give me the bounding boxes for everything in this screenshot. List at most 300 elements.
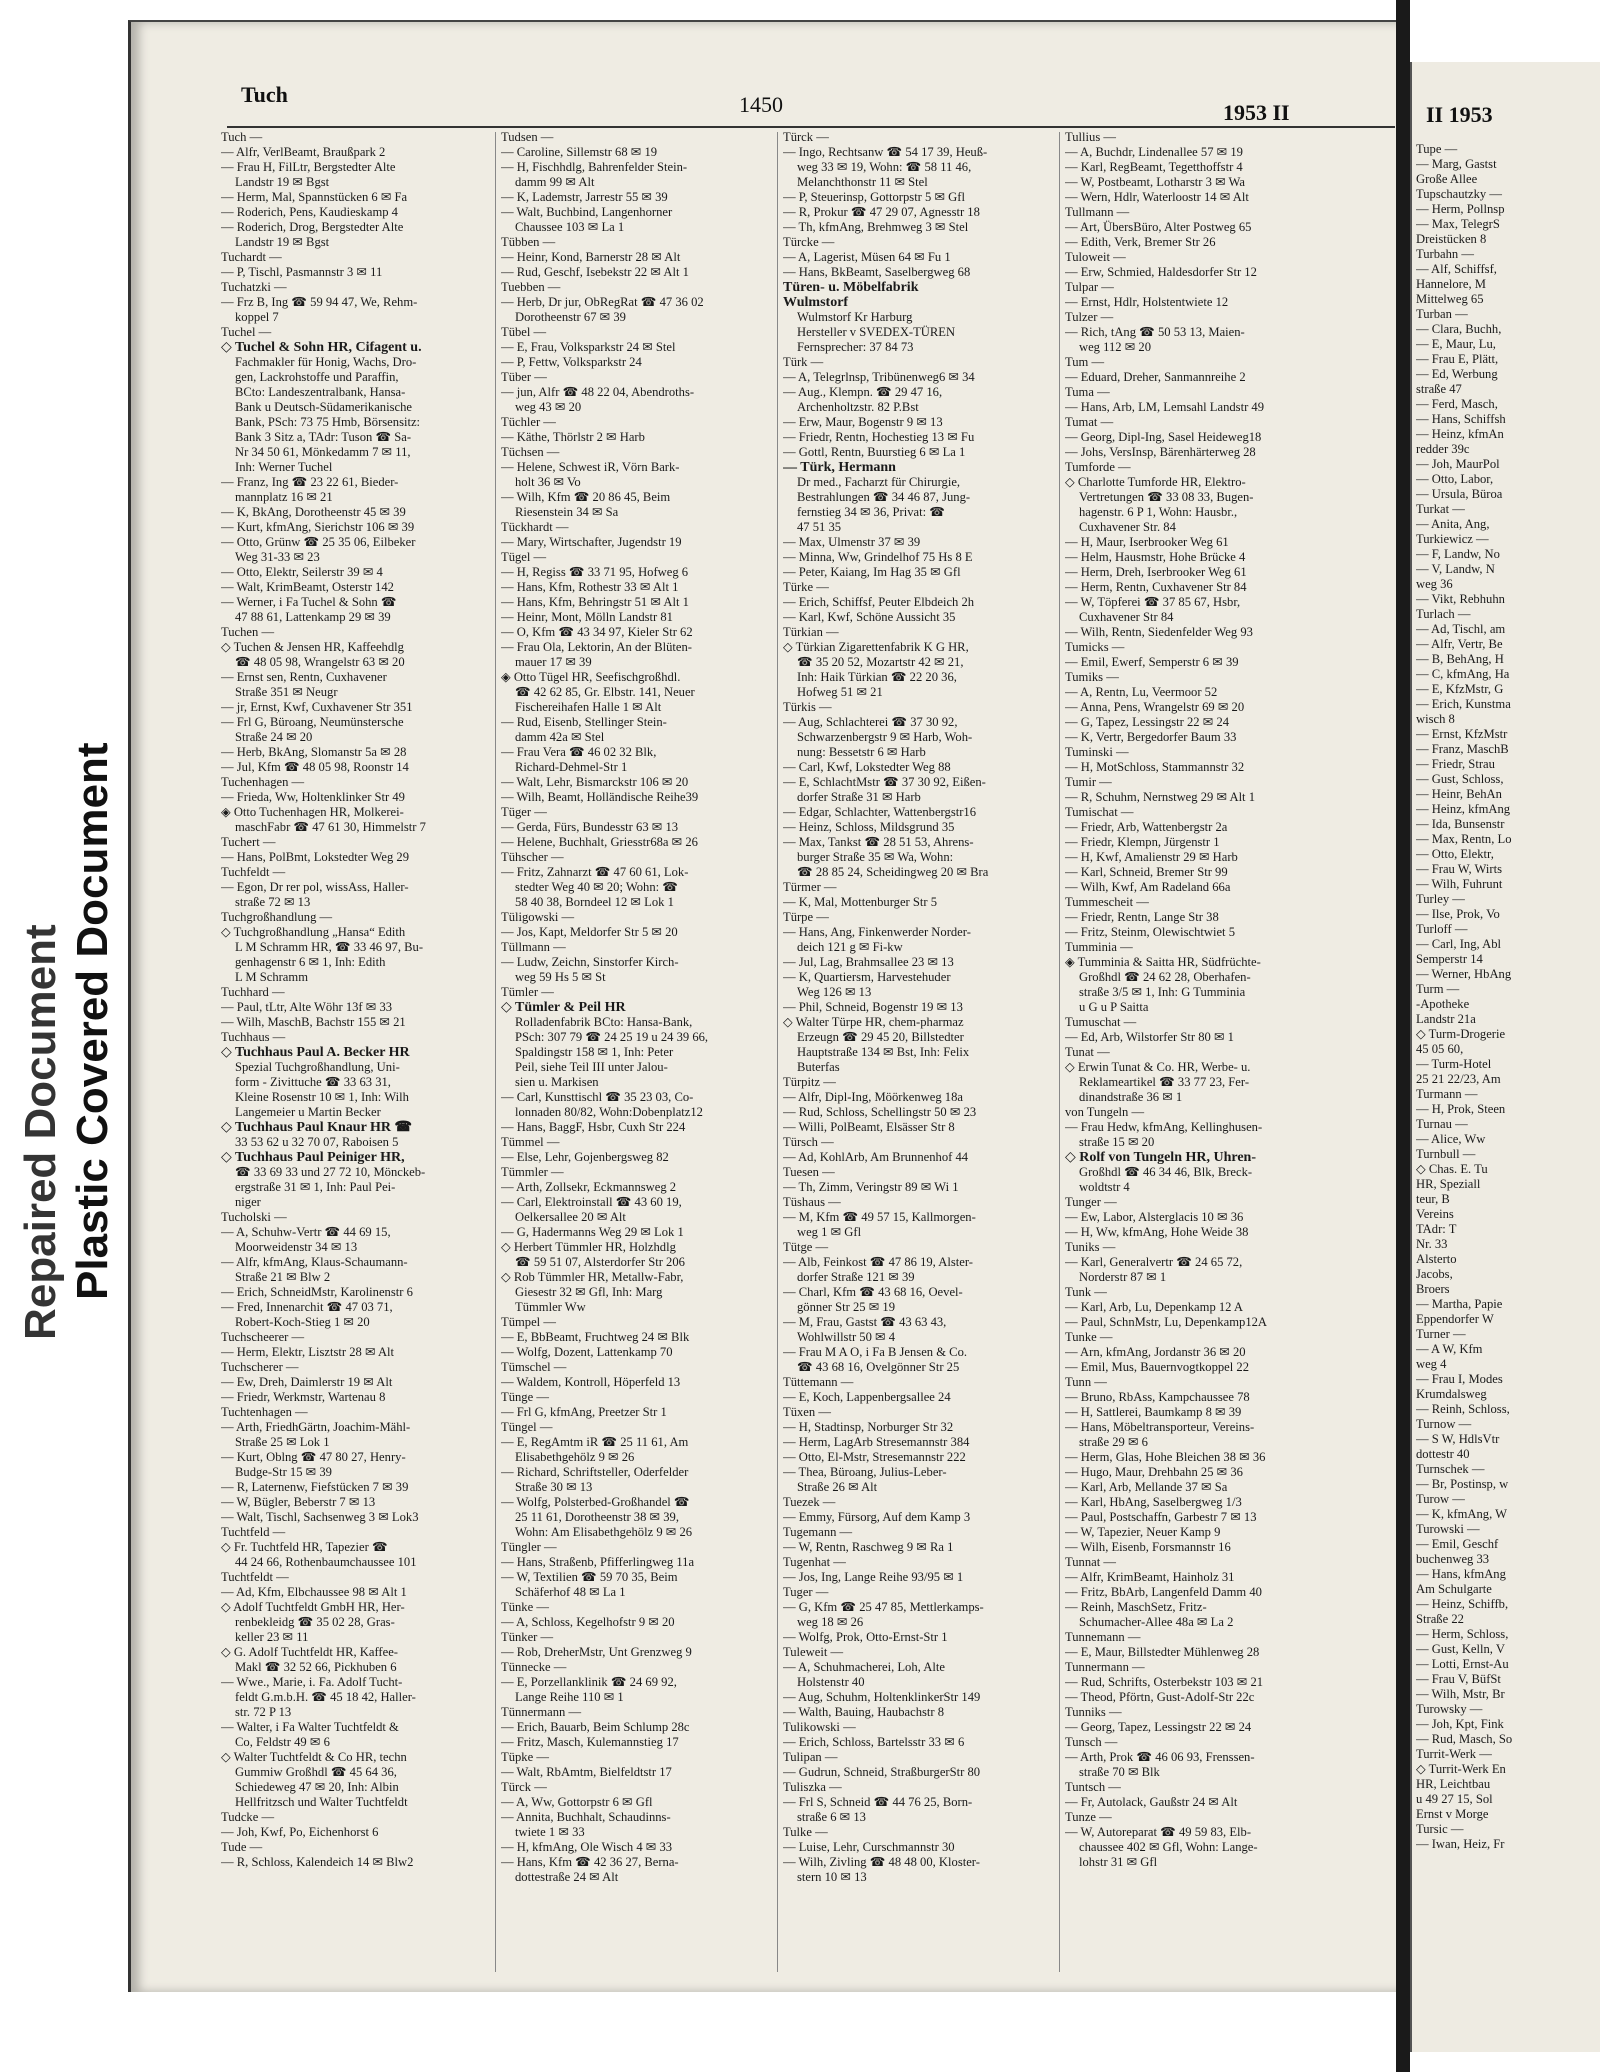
directory-entry-line: — Wilh, MaschB, Bachstr 155 ✉ 21 (221, 1015, 406, 1029)
facing-page-line: ◇ Chas. E. Tu (1416, 1162, 1488, 1176)
directory-entry-line: — Joh, Kwf, Po, Eichenhorst 6 (221, 1825, 379, 1839)
directory-entry-line: Tunger — (1065, 1195, 1117, 1209)
directory-entry-line: — Friedr, Arb, Wattenbergstr 2a (1065, 820, 1228, 834)
directory-entry-line: — Frz B, Ing ☎ 59 94 47, We, Rehm- (221, 295, 418, 309)
facing-page-line: Turkat — (1416, 502, 1465, 516)
directory-entry-line: — Herm, Mal, Spannstücken 6 ✉ Fa (221, 190, 408, 204)
directory-entry-line: Cuxhavener Str 84 (1079, 610, 1174, 624)
directory-entry-line: — Emil, Ewerf, Semperstr 6 ✉ 39 (1065, 655, 1239, 669)
directory-entry-line: Tumat — (1065, 415, 1114, 429)
directory-entry-line: Tuleweit — (783, 1645, 844, 1659)
directory-entry-line: Tüpke — (501, 1750, 549, 1764)
repaired-document-label: Repaired Document (16, 924, 65, 1340)
facing-page-line: wisch 8 (1416, 712, 1455, 726)
listing-headline: Wulmstorf (783, 295, 849, 310)
directory-entry-line: — Minna, Ww, Grindelhof 75 Hs 8 E (783, 550, 973, 564)
facing-page-line: — H, Prok, Steen (1416, 1102, 1506, 1116)
facing-page-line: 45 05 60, (1416, 1042, 1464, 1056)
directory-entry-line: ◈ Otto Tügel HR, Seefischgroßhdl. (501, 670, 681, 684)
directory-entry-line: Tulipan — (783, 1750, 838, 1764)
column-4 (1065, 130, 1337, 1870)
directory-entry-line: — Gudrun, Schneid, StraßburgerStr 80 (783, 1765, 981, 1779)
directory-entry-line: Weg 31-33 ✉ 23 (235, 550, 320, 564)
column-2 (501, 130, 773, 1885)
directory-entry-line: — Roderich, Drog, Bergstedter Alte (221, 220, 404, 234)
directory-entry-line: — Jos, Ing, Lange Reihe 93/95 ✉ 1 (783, 1570, 964, 1584)
directory-entry-line: weg 33 ✉ 19, Wohn: ☎ 58 11 46, (797, 160, 972, 174)
directory-entry-line: Tunat — (1065, 1045, 1110, 1059)
directory-entry-line: — Mary, Wirtschafter, Jugendstr 19 (501, 535, 682, 549)
directory-entry-line: Cuxhavener Str. 84 (1079, 520, 1176, 534)
directory-entry-line: Tübben — (501, 235, 556, 249)
directory-entry-line: ergstraße 31 ✉ 1, Inh: Paul Pei- (235, 1180, 396, 1194)
facing-page-line: — Ed, Werbung (1416, 367, 1498, 381)
facing-page-line: Turowski — (1416, 1522, 1480, 1536)
directory-entry-line: — Phil, Schneid, Bogenstr 19 ✉ 13 (783, 1000, 963, 1014)
facing-page-line: — Hans, Schiffsh (1416, 412, 1506, 426)
directory-entry-line: Tum — (1065, 355, 1105, 369)
directory-entry-line: ◇ Charlotte Tumforde HR, Elektro- (1065, 475, 1246, 489)
directory-entry-line: — Waldem, Kontroll, Höperfeld 13 (501, 1375, 681, 1389)
directory-entry-line: — Helene, Buchhalt, Griesstr68a ✉ 26 (501, 835, 698, 849)
directory-entry-line: Spaldingstr 158 ✉ 1, Inh: Peter (515, 1045, 674, 1059)
directory-entry-line: — Aug, Schuhm, HoltenklinkerStr 149 (783, 1690, 981, 1704)
facing-page-column (1416, 142, 1600, 1852)
directory-entry-line: — Eduard, Dreher, Sanmannreihe 2 (1065, 370, 1246, 384)
directory-entry-line: — Herm, LagArb Stresemannstr 384 (783, 1435, 970, 1449)
directory-entry-line: — K, Vertr, Bergedorfer Baum 33 (1065, 730, 1237, 744)
directory-entry-line: Tüger — (501, 805, 547, 819)
directory-entry-line: — A, Telegrlnsp, Tribünenweg6 ✉ 34 (783, 370, 975, 384)
directory-entry-line: Tuesen — (783, 1165, 835, 1179)
facing-page-line: straße 47 (1416, 382, 1462, 396)
directory-entry-line: mannplatz 16 ✉ 21 (235, 490, 333, 504)
directory-entry-line: Tumischat — (1065, 805, 1134, 819)
directory-entry-line: — Frau M A O, i Fa B Jensen & Co. (783, 1345, 968, 1359)
facing-page-line: Tupe — (1416, 142, 1458, 156)
listing-headline: ◇ Tümler & Peil HR (501, 1000, 626, 1015)
directory-entry-line: Tumuschat — (1065, 1015, 1137, 1029)
directory-entry-line: Peil, siehe Teil III unter Jalou- (515, 1060, 668, 1074)
directory-entry-line: — R, Laternenw, Fiefstücken 7 ✉ 39 (221, 1480, 409, 1494)
directory-entry-line: Schiedeweg 47 ✉ 20, Inh: Albin (235, 1780, 399, 1794)
facing-page-line: Turnau — (1416, 1117, 1468, 1131)
directory-entry-line: Tunnat — (1065, 1555, 1116, 1569)
directory-entry-line: Tünker — (501, 1630, 554, 1644)
directory-entry-line: straße 15 ✉ 20 (1079, 1135, 1155, 1149)
directory-entry-line: — Herm, Glas, Hohe Bleichen 38 ✉ 36 (1065, 1450, 1266, 1464)
directory-entry-line: ◇ Herbert Tümmler HR, Holzhdlg (501, 1240, 676, 1254)
directory-entry-line: Tüttemann — (783, 1375, 854, 1389)
directory-entry-line: — Arn, kfmAng, Jordanstr 36 ✉ 20 (1065, 1345, 1246, 1359)
directory-entry-line: u G u P Saitta (1079, 1000, 1149, 1014)
directory-entry-line: — Hugo, Maur, Drehbahn 25 ✉ 36 (1065, 1465, 1243, 1479)
directory-entry-line: — Frl G, kfmAng, Preetzer Str 1 (501, 1405, 667, 1419)
directory-entry-line: Hofweg 51 ✉ 21 (797, 685, 883, 699)
directory-entry-line: Bank u Deutsch-Südamerikanische (235, 400, 412, 414)
facing-page-line: — Anita, Ang, (1416, 517, 1490, 531)
facing-page-line: — Marg, Gastst (1416, 157, 1497, 171)
directory-entry-line: — Frau Ola, Lektorin, An der Blüten- (501, 640, 692, 654)
directory-entry-line: Bank, PSch: 73 75 Hmb, Börsensitz: (235, 415, 421, 429)
directory-entry-line: Wohlwillstr 50 ✉ 4 (797, 1330, 896, 1344)
directory-entry-line: — Kurt, kfmAng, Sierichstr 106 ✉ 39 (221, 520, 415, 534)
directory-entry-line: — K, BkAng, Dorotheenstr 45 ✉ 39 (221, 505, 406, 519)
directory-entry-line: Tunnermann — (1065, 1660, 1145, 1674)
facing-page-line: — Heinz, kfmAn (1416, 427, 1504, 441)
directory-entry-line: — Karl, Generalvertr ☎ 24 65 72, (1065, 1255, 1243, 1269)
directory-entry-line: Tüllmann — (501, 940, 566, 954)
facing-page-line: — Clara, Buchh, (1416, 322, 1502, 336)
directory-entry-line: Tude — (221, 1840, 263, 1854)
directory-entry-line: — Herb, Dr jur, ObRegRat ☎ 47 36 02 (501, 295, 704, 309)
facing-page-line: — Frau V, BüfSt (1416, 1672, 1501, 1686)
directory-entry-line: ☎ 43 68 16, Ovelgönner Str 25 (797, 1360, 960, 1374)
directory-entry-line: — Karl, Schneid, Bremer Str 99 (1065, 865, 1228, 879)
directory-entry-line: — Ad, KohlArb, Am Brunnenhof 44 (783, 1150, 969, 1164)
directory-entry-line: 33 53 62 u 32 70 07, Raboisen 5 (235, 1135, 399, 1149)
directory-entry-line: — Bruno, RbAss, Kampchaussee 78 (1065, 1390, 1250, 1404)
column-rule (1059, 132, 1060, 1972)
directory-entry-line: Tuchatzki — (221, 280, 287, 294)
directory-entry-line: ☎ 35 20 52, Mozartstr 42 ✉ 21, (797, 655, 964, 669)
directory-entry-line: 47 88 61, Lattenkamp 29 ✉ 39 (235, 610, 391, 624)
directory-entry-line: — Karl, HbAng, Saselbergweg 1/3 (1065, 1495, 1242, 1509)
directory-entry-line: Tuchert — (221, 835, 276, 849)
directory-entry-line: Tückhardt — (501, 520, 569, 534)
directory-entry-line: — R, Schloss, Kalendeich 14 ✉ Blw2 (221, 1855, 414, 1869)
directory-entry-line: — Jos, Kapt, Meldorfer Str 5 ✉ 20 (501, 925, 678, 939)
directory-entry-line: — Wwe., Marie, i. Fa. Adolf Tucht- (221, 1675, 403, 1689)
directory-entry-line: — Ludw, Zeichn, Sinstorfer Kirch- (501, 955, 679, 969)
directory-entry-line: — A, Schuhw-Vertr ☎ 44 69 15, (221, 1225, 391, 1239)
directory-entry-line: ◇ G. Adolf Tuchtfeldt HR, Kaffee- (221, 1645, 399, 1659)
facing-page-line: — Br, Postinsp, w (1416, 1477, 1509, 1491)
facing-page-line: — Joh, MaurPol (1416, 457, 1500, 471)
directory-entry-line: — A, Rentn, Lu, Veermoor 52 (1065, 685, 1218, 699)
directory-page (128, 20, 1399, 1992)
directory-entry-line: — Aug, Schlachterei ☎ 37 30 92, (783, 715, 958, 729)
facing-page-line: — Lotti, Ernst-Au (1416, 1657, 1509, 1671)
directory-entry-line: Elisabethgehölz 9 ✉ 26 (515, 1450, 635, 1464)
directory-entry-line: Giesestr 32 ✉ Gfl, Inh: Marg (515, 1285, 663, 1299)
directory-entry-line: — Arth, FriedhGärtn, Joachim-Mähl- (221, 1420, 411, 1434)
directory-entry-line: L M Schramm (235, 970, 308, 984)
directory-entry-line: — H, MotSchloss, Stammannstr 32 (1065, 760, 1245, 774)
directory-entry-line: Buterfas (797, 1060, 840, 1074)
directory-entry-line: — Ew, Labor, Alsterglacis 10 ✉ 36 (1065, 1210, 1244, 1224)
directory-entry-line: Oelkersallee 20 ✉ Alt (515, 1210, 626, 1224)
directory-entry-line: — G, Tapez, Lessingstr 22 ✉ 24 (1065, 715, 1230, 729)
directory-entry-line: Tuchhaus — (221, 1030, 286, 1044)
directory-entry-line: Tümmler Ww (515, 1300, 586, 1314)
facing-page-line: — Ernst, KfzMstr (1416, 727, 1508, 741)
directory-entry-line: — Wilh, Beamt, Holländische Reihe39 (501, 790, 699, 804)
facing-page-line: — Reinh, Schloss, (1416, 1402, 1510, 1416)
directory-entry-line: — Fritz, BbArb, Langenfeld Damm 40 (1065, 1585, 1262, 1599)
directory-entry-line: — Frieda, Ww, Holtenklinker Str 49 (221, 790, 405, 804)
column-rule (495, 132, 496, 1972)
directory-entry-line: — Hans, PolBmt, Lokstedter Weg 29 (221, 850, 409, 864)
directory-entry-line: — Gerda, Fürs, Bundesstr 63 ✉ 13 (501, 820, 679, 834)
directory-entry-line: Tugenhat — (783, 1555, 846, 1569)
directory-entry-line: Tübel — (501, 325, 547, 339)
directory-entry-line: Nr 34 50 61, Mönkedamm 7 ✉ 11, (235, 445, 411, 459)
directory-entry-line: Tümmel — (501, 1135, 560, 1149)
directory-entry-line: — Carl, Elektroinstall ☎ 43 60 19, (501, 1195, 682, 1209)
directory-entry-line: Tuniks — (1065, 1240, 1116, 1254)
directory-entry-line: — Käthe, Thörlstr 2 ✉ Harb (501, 430, 645, 444)
facing-page-line: — Max, TelegrS (1416, 217, 1500, 231)
facing-page-line: — Alice, Ww (1416, 1132, 1486, 1146)
directory-entry-line: Straße 26 ✉ Alt (797, 1480, 878, 1494)
facing-page-line: Turkiewicz — (1416, 532, 1489, 546)
directory-entry-line: — Wilh, Kwf, Am Radeland 66a (1065, 880, 1231, 894)
facing-page-header: II 1953 (1426, 102, 1493, 127)
directory-entry-line: Tüngel — (501, 1420, 553, 1434)
directory-entry-line: Tummescheit — (1065, 895, 1149, 909)
directory-entry-line: — H, Maur, Iserbrooker Weg 61 (1065, 535, 1229, 549)
directory-entry-line: — Hans, Kfm, Rothestr 33 ✉ Alt 1 (501, 580, 679, 594)
directory-entry-line: — Helm, Hausmstr, Hohe Brücke 4 (1065, 550, 1246, 564)
directory-entry-line: PSch: 307 79 ☎ 24 25 19 u 24 39 66, (515, 1030, 709, 1044)
directory-entry-line: Gummiw Großhdl ☎ 45 64 36, (235, 1765, 397, 1779)
directory-entry-line: Tuchen — (221, 625, 275, 639)
facing-page-line: 25 21 22/23, Am (1416, 1072, 1501, 1086)
directory-entry-line: Tuntsch — (1065, 1780, 1121, 1794)
directory-entry-line: ☎ 48 05 98, Wrangelstr 63 ✉ 20 (235, 655, 405, 669)
directory-entry-line: — Herm, Dreh, Iserbrooker Weg 61 (1065, 565, 1247, 579)
directory-entry-line: Fischereihafen Halle 1 ✉ Alt (515, 700, 662, 714)
directory-entry-line: deich 121 g ✉ Fi-kw (797, 940, 903, 954)
directory-entry-line: — E, RegAmtm iR ☎ 25 11 61, Am (501, 1435, 689, 1449)
directory-entry-line: sien u. Markisen (515, 1075, 599, 1089)
facing-page-line: Große Allee (1416, 172, 1478, 186)
directory-entry-line: Tüshaus — (783, 1195, 841, 1209)
directory-entry-line: koppel 7 (235, 310, 279, 324)
facing-page-line: Turbahn — (1416, 247, 1474, 261)
directory-entry-line: Tuloweit — (1065, 250, 1126, 264)
directory-entry-line: — Max, Ulmenstr 37 ✉ 39 (783, 535, 921, 549)
directory-entry-line: Tünnermann — (501, 1705, 582, 1719)
directory-entry-line: keller 23 ✉ 11 (235, 1630, 309, 1644)
facing-page-line: Turm — (1416, 982, 1460, 996)
directory-entry-line: Türmer — (783, 880, 837, 894)
directory-entry-line: Lange Reihe 110 ✉ 1 (515, 1690, 624, 1704)
facing-page-line: — V, Landw, N (1416, 562, 1495, 576)
directory-entry-line: — Hans, Ang, Finkenwerder Norder- (783, 925, 971, 939)
directory-entry-line: — P, Tischl, Pasmannstr 3 ✉ 11 (221, 265, 383, 279)
facing-page-line: — Gust, Schloss, (1416, 772, 1504, 786)
directory-entry-line: Tumiks — (1065, 670, 1119, 684)
directory-entry-line: Schäferhof 48 ✉ La 1 (515, 1585, 626, 1599)
directory-entry-line: — Hans, BkBeamt, Saselbergweg 68 (783, 265, 971, 279)
facing-page-line: u 49 27 15, Sol (1416, 1792, 1493, 1806)
directory-entry-line: Reklameartikel ☎ 33 77 23, Fer- (1079, 1075, 1250, 1089)
directory-entry-line: — Paul, tLtr, Alte Wöhr 13f ✉ 33 (221, 1000, 393, 1014)
directory-entry-line: — H, kfmAng, Ole Wisch 4 ✉ 33 (501, 1840, 673, 1854)
directory-entry-line: Tuchfeldt — (221, 865, 286, 879)
facing-page-line: Mittelweg 65 (1416, 292, 1484, 306)
directory-entry-line: damm 99 ✉ Alt (515, 175, 595, 189)
facing-page-line: — Ad, Tischl, am (1416, 622, 1506, 636)
directory-entry-line: — Alfr, Dipl-Ing, Möörkenweg 18a (783, 1090, 963, 1104)
directory-entry-line: ◈ Tumminia & Saitta HR, Südfrüchte- (1065, 955, 1261, 969)
directory-entry-line: Tulikowski — (783, 1720, 856, 1734)
directory-entry-line: damm 42a ✉ Stel (515, 730, 605, 744)
facing-page-line: HR, Leichtbau (1416, 1777, 1491, 1791)
directory-entry-line: Schwarzenbergstr 9 ✉ Harb, Woh- (797, 730, 973, 744)
directory-entry-line: Moorweidenstr 34 ✉ 13 (235, 1240, 358, 1254)
directory-entry-line: Tuchel — (221, 325, 272, 339)
directory-entry-line: Großhdl ☎ 24 62 28, Oberhafen- (1079, 970, 1251, 984)
directory-entry-line: — Frau Vera ☎ 46 02 32 Blk, (501, 745, 657, 759)
directory-entry-line: — Rob, DreherMstr, Unt Grenzweg 9 (501, 1645, 692, 1659)
facing-page-line: — Franz, MaschB (1416, 742, 1509, 756)
directory-entry-line: — Wilh, Kfm ☎ 20 86 45, Beim (501, 490, 671, 504)
directory-entry-line: — Karl, Arb, Lu, Depenkamp 12 A (1065, 1300, 1244, 1314)
directory-entry-line: maschFabr ☎ 47 61 30, Himmelstr 7 (235, 820, 426, 834)
listing-headline: ◇ Tuchhaus Paul Knaur HR ☎ (221, 1120, 412, 1135)
directory-entry-line: 44 24 66, Rothenbaumchaussee 101 (235, 1555, 417, 1569)
directory-entry-line: — E, SchlachtMstr ☎ 37 30 92, Eißen- (783, 775, 986, 789)
directory-entry-line: fernstieg 34 ✉ 36, Privat: ☎ (797, 505, 945, 519)
directory-entry-line: Tuchscheerer — (221, 1330, 305, 1344)
directory-entry-line: Tüligowski — (501, 910, 575, 924)
directory-entry-line: Co, Feldstr 49 ✉ 6 (235, 1735, 330, 1749)
directory-entry-line: Türkian — (783, 625, 839, 639)
directory-entry-line: holt 36 ✉ Vo (515, 475, 581, 489)
directory-entry-line: — Ernst, Hdlr, Holstentwiete 12 (1065, 295, 1229, 309)
facing-page-line: Krumdalsweg (1416, 1387, 1487, 1401)
facing-page-line: Turow — (1416, 1492, 1465, 1506)
facing-page-line: — Emil, Geschf (1416, 1537, 1499, 1551)
facing-page-line: — C, kfmAng, Ha (1416, 667, 1510, 681)
directory-entry-line: — Frau H, FilLtr, Bergstedter Alte (221, 160, 396, 174)
facing-page-line: Turley — (1416, 892, 1465, 906)
directory-entry-line: Tümmler — (501, 1165, 564, 1179)
directory-entry-line: Norderstr 87 ✉ 1 (1079, 1270, 1167, 1284)
directory-entry-line: — Frl G, Büroang, Neumünstersche (221, 715, 404, 729)
directory-entry-line: Tumir — (1065, 775, 1112, 789)
directory-entry-line: Straße 351 ✉ Neugr (235, 685, 338, 699)
directory-entry-line: — Friedr, Rentn, Hochestieg 13 ✉ Fu (783, 430, 975, 444)
directory-entry-line: Hellfritzsch und Walter Tuchtfeldt (235, 1795, 408, 1809)
directory-entry-line: Tunsch — (1065, 1735, 1118, 1749)
facing-page-line: — Martha, Papie (1416, 1297, 1503, 1311)
directory-entry-line: — Wolfg, Dozent, Lattenkamp 70 (501, 1345, 673, 1359)
directory-entry-line: Tüxen — (783, 1405, 831, 1419)
facing-page-line: ◇ Turm-Drogerie (1416, 1027, 1506, 1041)
directory-entry-line: — K, Mal, Mottenburger Str 5 (783, 895, 938, 909)
directory-entry-line: — G, Kfm ☎ 25 47 85, Mettlerkamps- (783, 1600, 984, 1614)
directory-entry-line: straße 3/5 ✉ 1, Inh: G Tumminia (1079, 985, 1246, 999)
directory-entry-line: — Max, Tankst ☎ 28 51 53, Ahrens- (783, 835, 974, 849)
directory-entry-line: — Aug., Klempn. ☎ 29 47 16, (783, 385, 943, 399)
directory-entry-line: — Erich, Bauarb, Beim Schlump 28c (501, 1720, 690, 1734)
facing-page-line: — Herm, Schloss, (1416, 1627, 1509, 1641)
directory-entry-line: — Hans, BaggF, Hsbr, Cuxh Str 224 (501, 1120, 686, 1134)
facing-page-line: — Frau E, Plätt, (1416, 352, 1499, 366)
directory-entry-line: weg 59 Hs 5 ✉ St (515, 970, 606, 984)
directory-entry-line: Tuchtfeldt — (221, 1570, 289, 1584)
directory-entry-line: mauer 17 ✉ 39 (515, 655, 592, 669)
directory-entry-line: Tullmann — (1065, 205, 1130, 219)
facing-page-line: ◇ Turrit-Werk En (1416, 1762, 1506, 1776)
directory-entry-line: stedter Weg 40 ✉ 20; Wohn: ☎ (515, 880, 678, 894)
directory-entry-line: Robert-Koch-Stieg 1 ✉ 20 (235, 1315, 370, 1329)
facing-page-line: — Erich, Kunstma (1416, 697, 1511, 711)
directory-entry-line: — Otto, Elektr, Seilerstr 39 ✉ 4 (221, 565, 383, 579)
directory-entry-line: dorfer Straße 121 ✉ 39 (797, 1270, 915, 1284)
directory-entry-line: — Ad, Kfm, Elbchaussee 98 ✉ Alt 1 (221, 1585, 407, 1599)
directory-entry-line: — Hans, Kfm ☎ 42 36 27, Berna- (501, 1855, 679, 1869)
directory-entry-line: Straße 21 ✉ Blw 2 (235, 1270, 331, 1284)
directory-entry-line: — W, Bügler, Beberstr 7 ✉ 13 (221, 1495, 376, 1509)
facing-page-line: — Vikt, Rebhuhn (1416, 592, 1505, 606)
directory-entry-line: — Fr, Autolack, Gaußstr 24 ✉ Alt (1065, 1795, 1238, 1809)
facing-page-line: — E, Maur, Lu, (1416, 337, 1496, 351)
directory-entry-line: — E, Porzellanklinik ☎ 24 69 92, (501, 1675, 677, 1689)
directory-entry-line: — Erw, Schmied, Haldesdorfer Str 12 (1065, 265, 1257, 279)
directory-entry-line: Türke — (783, 580, 829, 594)
facing-page-line: — Otto, Elektr, (1416, 847, 1494, 861)
directory-entry-line: ◇ Adolf Tuchtfeldt GmbH HR, Her- (221, 1600, 405, 1614)
directory-entry-line: Holstenstr 40 (797, 1675, 865, 1689)
directory-entry-line: ☎ 42 62 85, Gr. Elbstr. 141, Neuer (515, 685, 695, 699)
directory-entry-line: — Charl, Kfm ☎ 43 68 16, Oevel- (783, 1285, 963, 1299)
running-head-right: 1953 II (1223, 100, 1290, 125)
directory-entry-line: — P, Fettw, Volksparkstr 24 (501, 355, 642, 369)
directory-entry-line: Weg 126 ✉ 13 (797, 985, 872, 999)
directory-entry-line: form - Zivittuche ☎ 33 63 31, (235, 1075, 391, 1089)
directory-entry-line: Tuchscherer — (221, 1360, 299, 1374)
directory-entry-line: Tüchler — (501, 415, 556, 429)
facing-page-line: Broers (1416, 1282, 1450, 1296)
directory-entry-line: — Walt, KrimBeamt, Osterstr 142 (221, 580, 394, 594)
directory-entry-line: — R, Schuhm, Nernstweg 29 ✉ Alt 1 (1065, 790, 1256, 804)
directory-entry-line: ☎ 59 51 07, Alsterdorfer Str 206 (515, 1255, 685, 1269)
directory-entry-line: renbekleidg ☎ 35 02 28, Gras- (235, 1615, 395, 1629)
directory-entry-line: — Rud, Schrifts, Osterbekstr 103 ✉ 21 (1065, 1675, 1264, 1689)
directory-entry-line: — E, BbBeamt, Fruchtweg 24 ✉ Blk (501, 1330, 690, 1344)
directory-entry-line: — Heinr, Kond, Barnerstr 28 ✉ Alt (501, 250, 681, 264)
directory-entry-line: — E, Maur, Billstedter Mühlenweg 28 (1065, 1645, 1260, 1659)
directory-entry-line: Tuger — (783, 1585, 829, 1599)
directory-entry-line: Wohn: Am Elisabethgehölz 9 ✉ 26 (515, 1525, 693, 1539)
directory-entry-line: hagenstr. 6 P 1, Wohn: Hausbr., (1079, 505, 1238, 519)
facing-page-line: -Apotheke (1416, 997, 1470, 1011)
directory-entry-line: feldt G.m.b.H. ☎ 45 18 42, Haller- (235, 1690, 416, 1704)
directory-entry-line: Tudsen — (501, 130, 554, 144)
directory-entry-line: dinandstraße 36 ✉ 1 (1079, 1090, 1183, 1104)
directory-entry-line: — Heinr, Mont, Mölln Landstr 81 (501, 610, 673, 624)
directory-entry-line: — Wilh, Rentn, Siedenfelder Weg 93 (1065, 625, 1253, 639)
directory-entry-line: L M Schramm HR, ☎ 33 46 97, Bu- (235, 940, 424, 954)
facing-page-line: dottestr 40 (1416, 1447, 1470, 1461)
facing-page-line: — Heinz, kfmAng (1416, 802, 1511, 816)
directory-entry-line: gen, Lackrohstoffe und Paraffin, (235, 370, 399, 384)
facing-page-line: — Turm-Hotel (1416, 1057, 1492, 1071)
directory-entry-line: — Walt, Buchbind, Langenhorner (501, 205, 673, 219)
directory-entry-line: — Willi, PolBeamt, Elsässer Str 8 (783, 1120, 955, 1134)
directory-entry-line: Langemeier u Martin Becker (235, 1105, 381, 1119)
directory-entry-line: — Paul, SchnMstr, Lu, Depenkamp12A (1065, 1315, 1268, 1329)
directory-entry-line: — Th, kfmAng, Brehmweg 3 ✉ Stel (783, 220, 969, 234)
directory-entry-line: weg 18 ✉ 26 (797, 1615, 864, 1629)
directory-entry-line: str. 72 P 13 (235, 1705, 292, 1719)
directory-entry-line: Tümler — (501, 985, 554, 999)
